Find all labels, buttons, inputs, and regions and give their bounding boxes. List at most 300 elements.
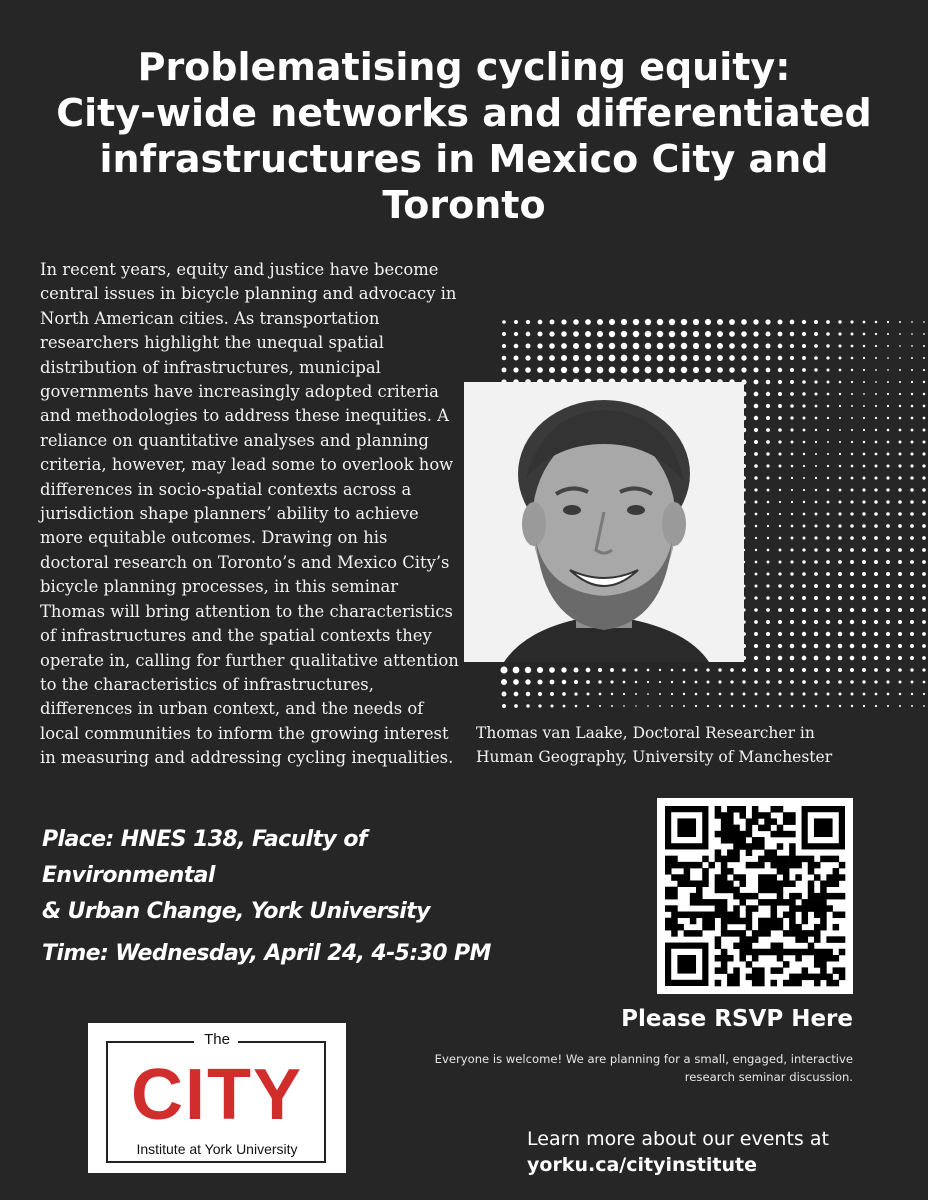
halftone-dot bbox=[693, 319, 699, 325]
qr-module bbox=[721, 967, 728, 974]
qr-module bbox=[826, 856, 833, 863]
qr-module bbox=[839, 949, 846, 956]
halftone-dot bbox=[755, 501, 758, 504]
halftone-dot bbox=[755, 573, 758, 576]
qr-module bbox=[795, 893, 802, 900]
qr-module bbox=[758, 980, 765, 987]
title-line-1: Problematising cycling equity: bbox=[137, 45, 791, 89]
halftone-dot bbox=[911, 381, 913, 383]
halftone-dot bbox=[754, 680, 758, 684]
halftone-dot bbox=[814, 548, 817, 551]
halftone-dot bbox=[766, 632, 770, 636]
halftone-dot bbox=[514, 332, 518, 336]
qr-module bbox=[789, 930, 796, 937]
qr-module bbox=[727, 930, 734, 937]
qr-module bbox=[783, 868, 790, 875]
halftone-dot bbox=[778, 572, 781, 575]
qr-module bbox=[820, 880, 827, 887]
halftone-dot bbox=[790, 680, 794, 684]
qr-module bbox=[789, 974, 796, 981]
halftone-dot bbox=[561, 367, 567, 373]
qr-module bbox=[684, 874, 691, 881]
halftone-dot bbox=[573, 355, 579, 361]
halftone-dot bbox=[754, 692, 757, 695]
qr-module bbox=[789, 912, 796, 919]
qr-module bbox=[752, 812, 759, 819]
halftone-dot bbox=[923, 429, 926, 432]
halftone-dot bbox=[838, 608, 842, 612]
halftone-dot bbox=[815, 489, 818, 492]
halftone-dot bbox=[645, 331, 652, 338]
qr-module bbox=[833, 924, 840, 931]
halftone-dot bbox=[875, 321, 878, 324]
qr-module bbox=[733, 837, 740, 844]
qr-module bbox=[746, 843, 753, 850]
halftone-dot bbox=[875, 333, 877, 335]
qr-module bbox=[746, 936, 753, 943]
halftone-dot bbox=[911, 369, 913, 371]
qr-module bbox=[777, 899, 784, 906]
halftone-dot bbox=[802, 668, 806, 672]
halftone-dot bbox=[887, 405, 889, 407]
qr-module bbox=[721, 874, 728, 881]
qr-module bbox=[715, 806, 722, 813]
halftone-dot bbox=[826, 524, 829, 527]
halftone-dot bbox=[718, 668, 721, 671]
halftone-dot bbox=[910, 512, 914, 516]
qr-module bbox=[746, 918, 753, 925]
halftone-dot bbox=[754, 464, 758, 468]
halftone-dot bbox=[669, 319, 675, 325]
halftone-dot bbox=[910, 656, 914, 660]
halftone-dot bbox=[683, 705, 685, 707]
qr-module bbox=[739, 949, 746, 956]
halftone-dot bbox=[621, 319, 627, 325]
qr-module bbox=[795, 949, 802, 956]
halftone-dot bbox=[826, 572, 830, 576]
halftone-dot bbox=[755, 705, 758, 708]
qr-module bbox=[783, 831, 790, 838]
halftone-dot bbox=[862, 596, 866, 600]
qr-module bbox=[727, 918, 734, 925]
qr-module bbox=[758, 899, 765, 906]
halftone-dot bbox=[766, 380, 771, 385]
qr-module bbox=[764, 924, 771, 931]
qr-module bbox=[702, 912, 709, 919]
halftone-dot bbox=[778, 620, 782, 624]
qr-module bbox=[814, 949, 821, 956]
halftone-dot bbox=[802, 380, 806, 384]
qr-module bbox=[752, 974, 759, 981]
qr-module bbox=[808, 856, 815, 863]
halftone-dot bbox=[778, 320, 783, 325]
halftone-dot bbox=[922, 632, 926, 636]
halftone-dot bbox=[743, 705, 746, 708]
halftone-dot bbox=[850, 608, 854, 612]
halftone-dot bbox=[502, 332, 506, 336]
halftone-dot bbox=[502, 356, 507, 361]
qr-module bbox=[721, 880, 728, 887]
qr-module bbox=[727, 912, 734, 919]
rsvp-label[interactable]: Please RSVP Here bbox=[621, 1006, 853, 1032]
halftone-dot bbox=[597, 355, 604, 362]
halftone-dot bbox=[790, 392, 794, 396]
halftone-dot bbox=[633, 343, 640, 350]
halftone-dot bbox=[790, 572, 793, 575]
qr-module bbox=[721, 930, 728, 937]
qr-module bbox=[839, 936, 846, 943]
halftone-dot bbox=[814, 632, 818, 636]
qr-module bbox=[814, 905, 821, 912]
halftone-dot bbox=[575, 705, 578, 708]
halftone-dot bbox=[778, 596, 782, 600]
halftone-dot bbox=[585, 367, 592, 374]
halftone-dot bbox=[525, 679, 530, 684]
qr-code-pattern bbox=[657, 798, 853, 994]
halftone-dot bbox=[851, 465, 854, 468]
halftone-dot bbox=[693, 367, 699, 373]
qr-module bbox=[777, 967, 784, 974]
halftone-dot bbox=[802, 692, 805, 695]
halftone-dot bbox=[729, 355, 735, 361]
halftone-dot bbox=[778, 356, 783, 361]
halftone-dot bbox=[621, 343, 628, 350]
halftone-dot bbox=[838, 620, 842, 624]
qr-module bbox=[820, 967, 827, 974]
halftone-dot bbox=[899, 381, 901, 383]
qr-module bbox=[696, 880, 703, 887]
halftone-dot bbox=[645, 343, 652, 350]
halftone-dot bbox=[850, 572, 854, 576]
halftone-dot bbox=[802, 344, 806, 348]
halftone-dot bbox=[899, 693, 902, 696]
halftone-dot bbox=[863, 333, 866, 336]
halftone-dot bbox=[923, 333, 925, 335]
qr-module bbox=[802, 912, 809, 919]
qr-module bbox=[826, 955, 833, 962]
learn-more-url-link[interactable]: yorku.ca/cityinstitute bbox=[527, 1154, 757, 1176]
halftone-dot bbox=[537, 355, 543, 361]
halftone-dot bbox=[766, 440, 770, 444]
qr-module bbox=[764, 880, 771, 887]
halftone-dot bbox=[537, 667, 543, 673]
qr-module bbox=[715, 899, 722, 906]
title-line-2: City-wide networks and differentiated bbox=[56, 91, 872, 135]
halftone-dot bbox=[850, 500, 853, 503]
halftone-dot bbox=[550, 704, 553, 707]
halftone-dot bbox=[790, 332, 795, 337]
halftone-dot bbox=[741, 367, 746, 372]
halftone-dot bbox=[586, 680, 590, 684]
halftone-dot bbox=[671, 705, 673, 707]
halftone-dot bbox=[826, 692, 829, 695]
halftone-dot bbox=[599, 705, 601, 707]
halftone-dot bbox=[537, 367, 543, 373]
halftone-dot bbox=[910, 536, 914, 540]
qr-module bbox=[690, 880, 697, 887]
qr-module bbox=[820, 949, 827, 956]
qr-module bbox=[715, 874, 722, 881]
qr-module bbox=[758, 837, 765, 844]
qr-module bbox=[808, 887, 815, 894]
halftone-dot bbox=[863, 417, 865, 419]
halftone-dot bbox=[898, 464, 901, 467]
halftone-dot bbox=[609, 355, 616, 362]
halftone-dot bbox=[609, 331, 615, 337]
qr-module bbox=[795, 955, 802, 962]
halftone-dot bbox=[826, 548, 830, 552]
qr-module bbox=[771, 905, 778, 912]
qr-module bbox=[777, 918, 784, 925]
halftone-dot bbox=[717, 355, 723, 361]
qr-module bbox=[826, 893, 833, 900]
halftone-dot bbox=[561, 343, 567, 349]
welcome-note bbox=[370, 1050, 853, 1086]
qr-module bbox=[814, 930, 821, 937]
halftone-dot bbox=[623, 681, 626, 684]
qr-module bbox=[733, 849, 740, 856]
halftone-dot bbox=[923, 417, 926, 420]
qr-module bbox=[684, 912, 691, 919]
qr-module bbox=[764, 825, 771, 832]
halftone-dot bbox=[863, 393, 865, 395]
halftone-dot bbox=[681, 343, 687, 349]
halftone-dot bbox=[886, 536, 890, 540]
halftone-dot bbox=[910, 476, 913, 479]
halftone-dot bbox=[814, 320, 818, 324]
halftone-dot bbox=[839, 405, 841, 407]
halftone-dot bbox=[778, 440, 781, 443]
qr-module bbox=[777, 943, 784, 950]
qr-module bbox=[833, 980, 840, 987]
halftone-dot bbox=[886, 656, 890, 660]
halftone-dot bbox=[838, 536, 842, 540]
halftone-dot bbox=[802, 680, 806, 684]
halftone-dot bbox=[922, 644, 926, 648]
qr-module bbox=[758, 918, 765, 925]
halftone-dot bbox=[886, 464, 889, 467]
halftone-dot bbox=[683, 693, 685, 695]
qr-module bbox=[752, 843, 759, 850]
halftone-dot bbox=[898, 620, 902, 624]
halftone-dot bbox=[815, 417, 818, 420]
halftone-dot bbox=[598, 668, 602, 672]
halftone-dot bbox=[899, 393, 901, 395]
qr-module bbox=[777, 887, 784, 894]
halftone-dot bbox=[766, 608, 770, 612]
halftone-dot bbox=[911, 681, 914, 684]
halftone-dot bbox=[826, 644, 831, 649]
halftone-dot bbox=[803, 429, 806, 432]
halftone-dot bbox=[898, 656, 902, 660]
halftone-dot bbox=[741, 331, 747, 337]
qr-module bbox=[665, 887, 672, 894]
halftone-dot bbox=[779, 537, 782, 540]
qr-module bbox=[777, 831, 784, 838]
halftone-dot bbox=[719, 705, 721, 707]
qr-module bbox=[727, 806, 734, 813]
qr-module bbox=[739, 831, 746, 838]
halftone-dot bbox=[850, 320, 853, 323]
halftone-dot bbox=[623, 693, 625, 695]
halftone-dot bbox=[802, 560, 805, 563]
qr-module bbox=[808, 880, 815, 887]
halftone-dot bbox=[814, 560, 818, 564]
halftone-dot bbox=[898, 572, 902, 576]
halftone-dot bbox=[814, 584, 818, 588]
qr-module bbox=[733, 856, 740, 863]
halftone-dot bbox=[705, 367, 711, 373]
halftone-dot bbox=[574, 692, 577, 695]
halftone-dot bbox=[778, 692, 781, 695]
halftone-dot bbox=[790, 368, 794, 372]
qr-module bbox=[833, 868, 840, 875]
halftone-dot bbox=[826, 668, 830, 672]
halftone-dot bbox=[635, 681, 638, 684]
halftone-dot bbox=[875, 381, 877, 383]
halftone-dot bbox=[874, 620, 878, 624]
halftone-dot bbox=[633, 355, 640, 362]
qr-module bbox=[721, 812, 728, 819]
qr-module bbox=[696, 887, 703, 894]
halftone-dot bbox=[513, 679, 519, 685]
event-place-line-1: Place: HNES 138, Faculty of Environmental bbox=[42, 827, 367, 888]
qr-module bbox=[789, 980, 796, 987]
halftone-dot bbox=[863, 369, 865, 371]
halftone-dot bbox=[874, 644, 878, 648]
halftone-dot bbox=[779, 489, 781, 491]
qr-module bbox=[839, 967, 846, 974]
halftone-dot bbox=[669, 367, 676, 374]
halftone-dot bbox=[851, 417, 853, 419]
halftone-dot bbox=[754, 368, 759, 373]
qr-module bbox=[789, 812, 796, 819]
halftone-dot bbox=[922, 464, 925, 467]
halftone-dot bbox=[827, 429, 829, 431]
qr-module bbox=[677, 880, 684, 887]
halftone-dot bbox=[814, 668, 818, 672]
halftone-dot bbox=[899, 405, 901, 407]
halftone-dot bbox=[838, 584, 842, 588]
halftone-dot bbox=[851, 405, 853, 407]
halftone-dot bbox=[609, 343, 615, 349]
qr-module bbox=[746, 825, 753, 832]
qr-module bbox=[671, 874, 678, 881]
halftone-dot bbox=[514, 344, 519, 349]
halftone-dot bbox=[815, 477, 817, 479]
qr-module bbox=[839, 912, 846, 919]
qr-module bbox=[814, 955, 821, 962]
halftone-dot bbox=[802, 356, 806, 360]
halftone-dot bbox=[791, 501, 793, 503]
halftone-dot bbox=[863, 321, 866, 324]
halftone-dot bbox=[898, 488, 901, 491]
qr-module bbox=[739, 936, 746, 943]
halftone-dot bbox=[839, 381, 842, 384]
qr-module bbox=[752, 936, 759, 943]
qr-module bbox=[833, 967, 840, 974]
halftone-dot bbox=[814, 344, 818, 348]
halftone-dot bbox=[886, 548, 890, 552]
halftone-dot bbox=[875, 417, 877, 419]
qr-module bbox=[715, 905, 722, 912]
title-line-3: infrastructures in Mexico City and bbox=[99, 137, 829, 181]
qr-module bbox=[665, 862, 672, 869]
halftone-dot bbox=[923, 321, 925, 323]
qr-module bbox=[820, 893, 827, 900]
halftone-dot bbox=[634, 668, 637, 671]
qr-module bbox=[826, 949, 833, 956]
qr-finder-module bbox=[814, 818, 833, 837]
halftone-dot bbox=[922, 620, 926, 624]
qr-module bbox=[771, 880, 778, 887]
qr-module bbox=[721, 924, 728, 931]
halftone-dot bbox=[850, 644, 855, 649]
halftone-dot bbox=[585, 331, 591, 337]
qr-module bbox=[789, 918, 796, 925]
qr-module bbox=[733, 930, 740, 937]
qr-module bbox=[727, 818, 734, 825]
halftone-dot bbox=[863, 357, 865, 359]
halftone-dot bbox=[922, 584, 926, 588]
qr-module bbox=[752, 905, 759, 912]
halftone-dot bbox=[887, 369, 889, 371]
qr-module bbox=[758, 812, 765, 819]
halftone-dot bbox=[874, 632, 878, 636]
halftone-dot bbox=[611, 705, 613, 707]
halftone-dot bbox=[851, 333, 854, 336]
halftone-dot bbox=[863, 477, 866, 480]
halftone-dot bbox=[514, 692, 519, 697]
qr-module bbox=[721, 831, 728, 838]
halftone-dot bbox=[550, 680, 555, 685]
halftone-dot bbox=[659, 693, 661, 695]
qr-module bbox=[795, 974, 802, 981]
qr-module bbox=[764, 899, 771, 906]
qr-module bbox=[739, 806, 746, 813]
halftone-dot bbox=[767, 705, 770, 708]
halftone-dot bbox=[887, 705, 889, 707]
halftone-dot bbox=[886, 596, 890, 600]
halftone-dot bbox=[875, 345, 877, 347]
halftone-dot bbox=[790, 560, 793, 563]
halftone-dot bbox=[609, 367, 616, 374]
rsvp-qr-code[interactable] bbox=[657, 798, 853, 994]
halftone-dot bbox=[839, 477, 842, 480]
halftone-dot bbox=[790, 608, 794, 612]
qr-module bbox=[677, 912, 684, 919]
qr-module bbox=[690, 893, 697, 900]
halftone-dot bbox=[754, 644, 758, 648]
halftone-dot bbox=[851, 381, 853, 383]
qr-module bbox=[802, 930, 809, 937]
qr-module bbox=[752, 930, 759, 937]
poster-title bbox=[14, 44, 914, 228]
qr-module bbox=[839, 862, 846, 869]
halftone-dot bbox=[513, 367, 518, 372]
halftone-dot bbox=[911, 417, 914, 420]
halftone-dot bbox=[862, 512, 865, 515]
halftone-dot bbox=[886, 476, 889, 479]
qr-module bbox=[771, 949, 778, 956]
halftone-dot bbox=[549, 667, 555, 673]
event-place-line-2: & Urban Change, York University bbox=[42, 899, 430, 924]
halftone-dot bbox=[561, 319, 566, 324]
qr-module bbox=[789, 924, 796, 931]
qr-module bbox=[684, 862, 691, 869]
qr-module bbox=[715, 880, 722, 887]
qr-module bbox=[721, 905, 728, 912]
